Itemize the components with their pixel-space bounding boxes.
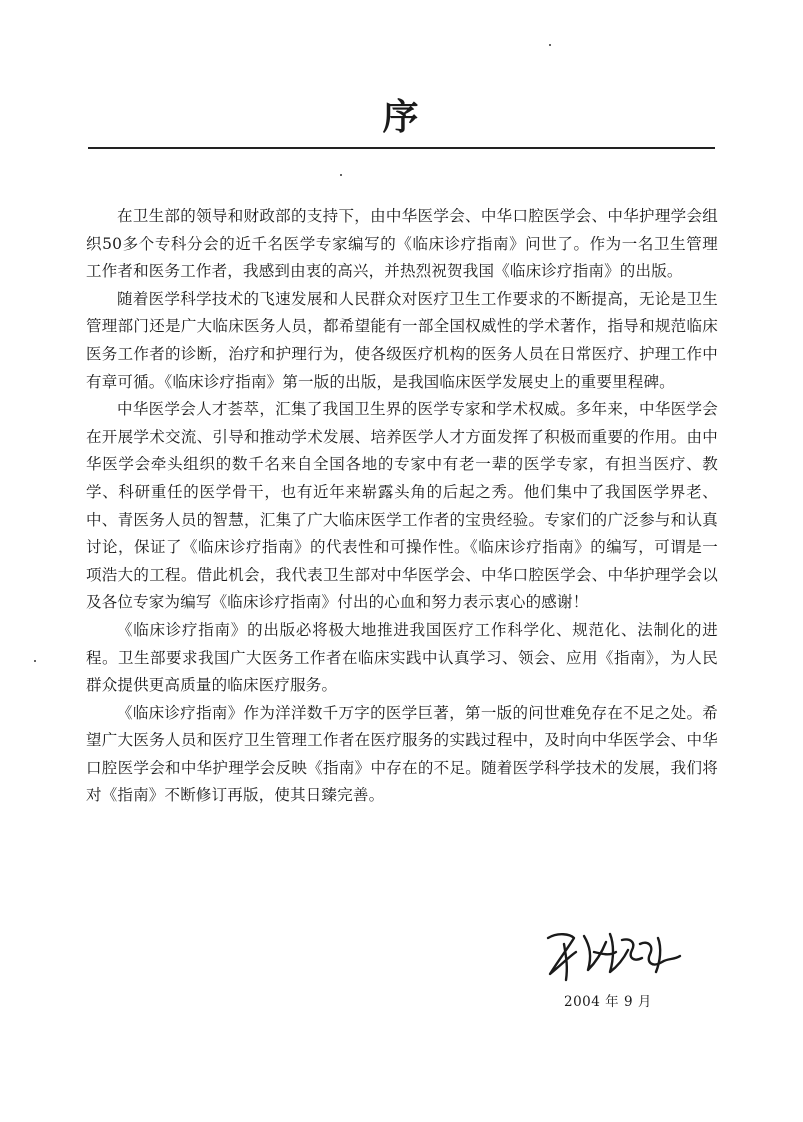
signature-date: 2004 年 9 月 xyxy=(564,994,652,1010)
title-divider xyxy=(88,147,715,149)
handwritten-signature xyxy=(540,922,700,986)
paragraph: 随着医学科学技术的飞速发展和人民群众对医疗卫生工作要求的不断提高，无论是卫生管理部门还是广大临床医务人员，都希望能有一部全国权威性的学术著作，指导和规范临床医务工作者的诊断，治疗和护理行为，使各级医疗机构的医务人员在日常医疗、护理工作中有章可循。《临床诊疗指南》第一版的出版，是我国临床医学发展史上的重要里程碑。 xyxy=(86,289,718,391)
paragraph: 《临床诊疗指南》的出版必将极大地推进我国医疗工作科学化、规范化、法制化的进程。卫生部要求我国广大医务工作者在临床实践中认真学习、领会、应用《指南》，为人民群众提供更高质量的临床医疗服务。 xyxy=(86,620,718,695)
scan-speck xyxy=(34,660,36,662)
scan-speck xyxy=(340,174,342,176)
paragraph: 《临床诊疗指南》作为洋洋数千万字的医学巨著，第一版的问世难免存在不足之处。希望广大医务人员和医疗卫生管理工作者在医疗服务的实践过程中，及时向中华医学会、中华口腔医学会和中华护理学会反映《指南》中存在的不足。随着医学科学技术的发展，我们将对《指南》不断修订再版，使其日臻完善。 xyxy=(86,703,718,805)
paragraph: 在卫生部的领导和财政部的支持下，由中华医学会、中华口腔医学会、中华护理学会组织50多个专科分会的近千名医学专家编写的《临床诊疗指南》问世了。作为一名卫生管理工作者和医务工作者，我感到由衷的高兴，并热烈祝贺我国《临床诊疗指南》的出版。 xyxy=(86,207,718,281)
paragraph: 中华医学会人才荟萃，汇集了我国卫生界的医学专家和学术权威。多年来，中华医学会在开展学术交流、引导和推动学术发展、培养医学人才方面发挥了积极而重要的作用。由中华医学会牵头组织的数千名来自全国各地的专家中有老一辈的医学专家，有担当医疗、教学、科研重任的医学骨干，也有近年来崭露头角的后起之秀。他们集中了我国医学界老、中、青医务人员的智慧，汇集了广大临床医学工作者的宝贵经验。专家们的广泛参与和认真讨论，保证了《临床诊疗指南》的代表性和可操作性。《临床诊疗指南》的编写，可谓是一项浩大的工程。借此机会，我代表卫生部对中华医学会、中华口腔医学会、中华护理学会以及各位专家为编写《临床诊疗指南》付出的心血和努力表示衷心的感谢！ xyxy=(86,400,718,612)
preface-body xyxy=(86,203,718,810)
signature-image xyxy=(540,922,700,986)
scan-speck xyxy=(549,44,551,46)
page-title: 序 xyxy=(382,97,421,138)
